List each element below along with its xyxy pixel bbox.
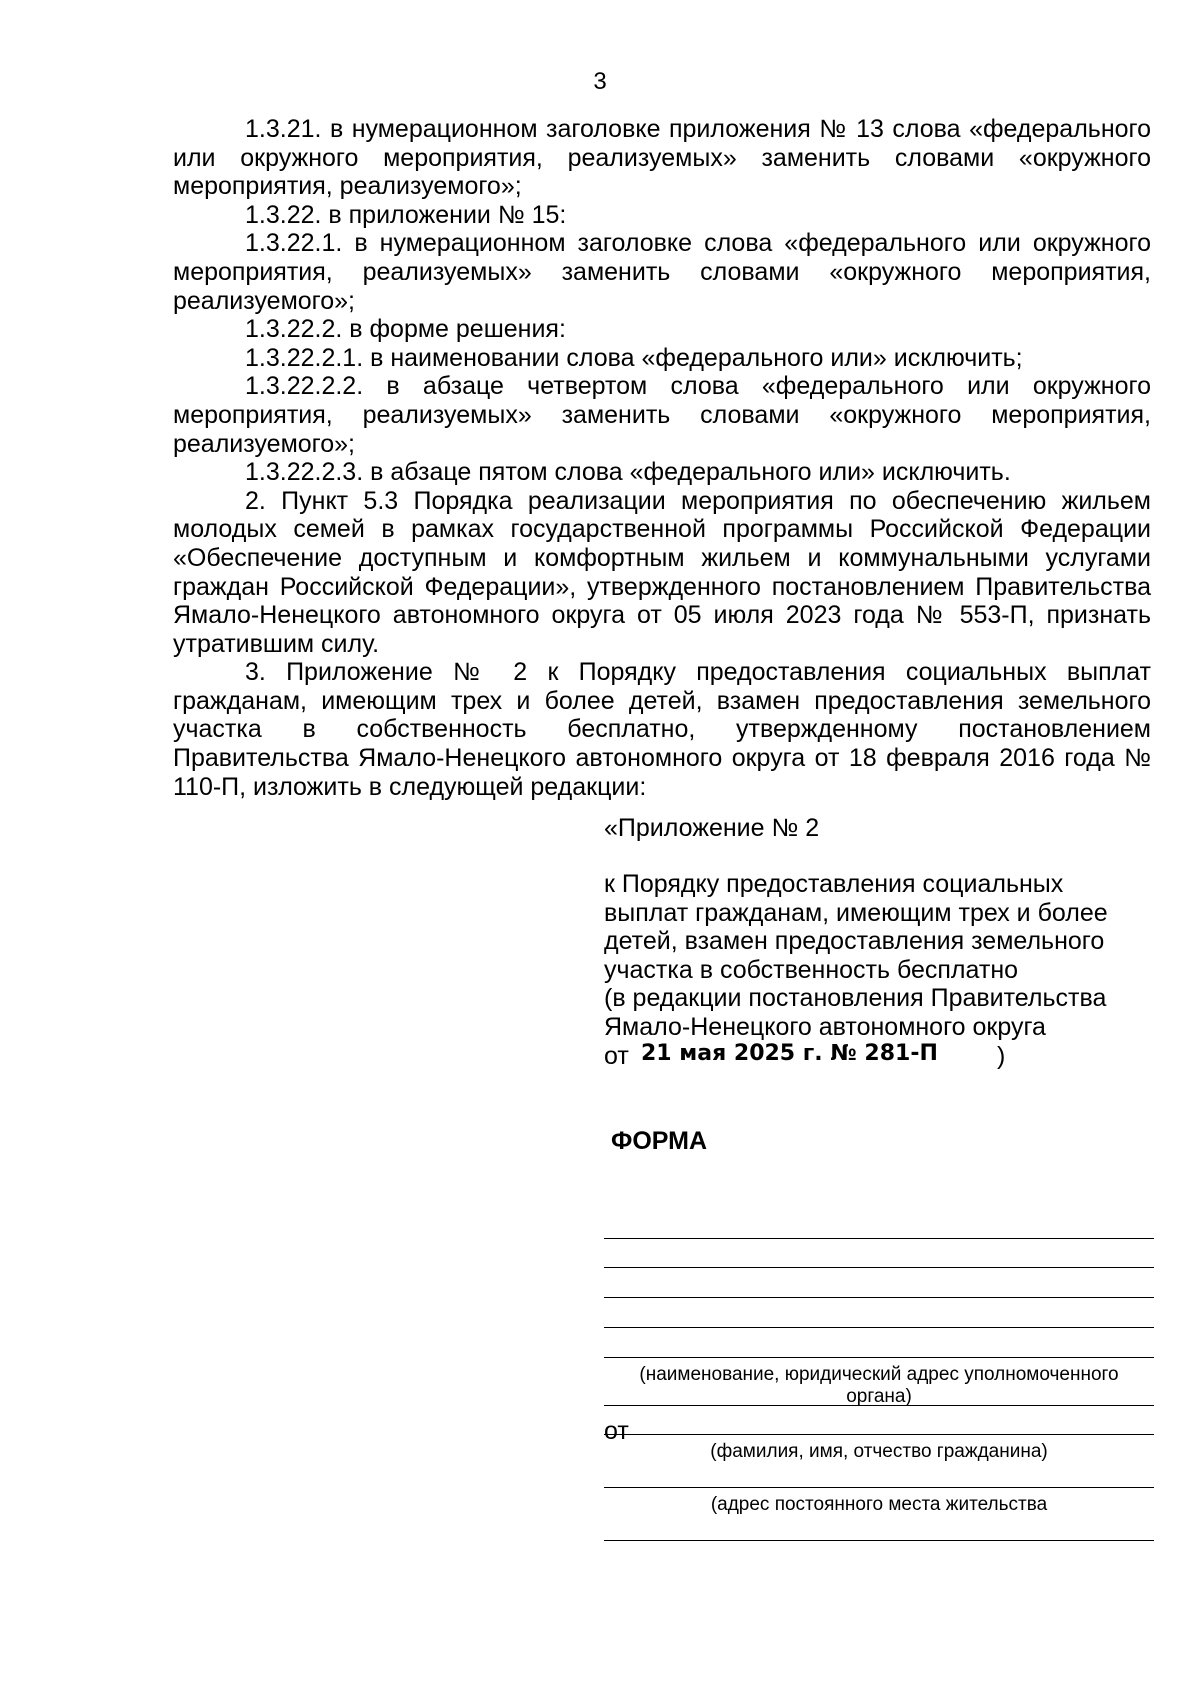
appendix-title: «Приложение № 2	[604, 814, 820, 842]
authority-line	[604, 1327, 1154, 1328]
from-label: от	[604, 1417, 629, 1445]
authority-caption-underline	[604, 1405, 1154, 1406]
authority-caption-line: органа)	[846, 1386, 912, 1407]
paragraph-1-3-22-2: 1.3.22.2. в форме решения:	[245, 315, 566, 344]
paragraph-1-3-22-2-1: 1.3.22.2.1. в наименовании слова «федерального или» исключить;	[245, 343, 1023, 372]
paragraph-1-3-21: 1.3.21. в нумерационном заголовке приложения № 13 слова «федерального или окружного мероприятия, реализуемых» заменить словами «окружного мероприятия, реализуемого»;	[173, 115, 1151, 201]
document-body	[173, 115, 1151, 801]
paragraph-1-3-22: 1.3.22. в приложении № 15:	[245, 200, 567, 229]
address-line	[604, 1487, 1154, 1488]
resolution-date-stamp: 21 мая 2025 г. № 281-П	[641, 1040, 938, 1066]
appendix-line: детей, взамен предоставления земельного	[604, 927, 1105, 956]
date-prefix: от	[604, 1041, 629, 1070]
date-close-paren: )	[997, 1041, 1006, 1070]
appendix-line: участка в собственность бесплатно	[604, 955, 1019, 984]
address-caption: (адрес постоянного места жительства	[710, 1494, 1048, 1515]
page-number: 3	[593, 68, 607, 95]
paragraph-3: 3. Приложение № 2 к Порядку предоставления социальных выплат гражданам, имеющим трех и более детей, взамен предоставления земельного участка в собственность бесплатно, утвержденному постановлением Правительства Ямало-Ненецкого автономного округа от 18 февраля 2016 года № 110-П, изложить в следующей редакции:	[173, 658, 1151, 801]
citizen-name-line	[604, 1434, 1154, 1435]
appendix-date-line	[604, 1042, 1164, 1072]
appendix-line: Ямало-Ненецкого автономного округа	[604, 1012, 1046, 1041]
address-line	[604, 1540, 1154, 1541]
authority-caption	[604, 1364, 1154, 1408]
citizen-name-caption: (фамилия, имя, отчество гражданина)	[710, 1441, 1048, 1462]
paragraph-1-3-22-2-3: 1.3.22.2.3. в абзаце пятом слова «федерального или» исключить.	[245, 458, 1011, 487]
appendix-line: (в редакции постановления Правительства	[604, 984, 1107, 1013]
authority-line	[604, 1297, 1154, 1298]
appendix-header	[604, 870, 1164, 1072]
paragraph-1-3-22-2-2: 1.3.22.2.2. в абзаце четвертом слова «федерального или окружного мероприятия, реализуемых» заменить словами «окружного мероприятия, реализуемого»;	[173, 372, 1151, 458]
authority-caption-line: (наименование, юридический адрес уполномоченного	[639, 1364, 1119, 1385]
paragraph-2: 2. Пункт 5.3 Порядка реализации мероприятия по обеспечению жильем молодых семей в рамках государственной программы Российской Федерации «Обеспечение доступным и комфортным жильем и коммунальными услугами граждан Российской Федерации», утвержденного постановлением Правительства Ямало-Ненецкого автономного округа от 05 июля 2023 года № 553-П, признать утратившим силу.	[173, 486, 1151, 658]
authority-line	[604, 1267, 1154, 1268]
authority-line	[604, 1357, 1154, 1358]
appendix-line: к Порядку предоставления социальных	[604, 870, 1064, 898]
appendix-line: выплат гражданам, имеющим трех и более	[604, 898, 1108, 927]
paragraph-1-3-22-1: 1.3.22.1. в нумерационном заголовке слова «федерального или окружного мероприятия, реализуемых» заменить словами «окружного мероприятия, реализуемого»;	[173, 229, 1151, 315]
form-heading: ФОРМА	[611, 1127, 708, 1155]
authority-line	[604, 1238, 1154, 1239]
